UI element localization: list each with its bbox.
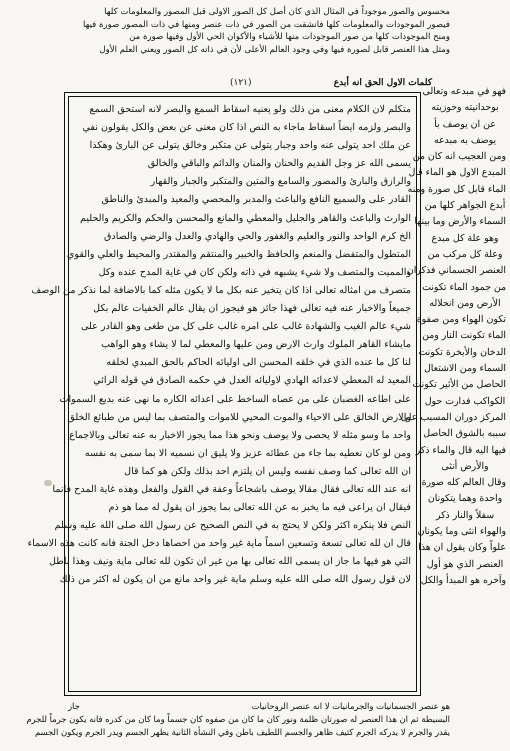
- side-note-line: فهو في مبدعه وتعالى: [422, 86, 506, 97]
- side-note-line: أبدع الجواهر كلها من: [424, 200, 506, 212]
- side-note-line: الماء تكونت النار ومن: [422, 330, 506, 342]
- top-note-line: ومنح الموجودات كلها من صور الموجودات منها للأشياء والأكوان الحي الأول وفيها صورة من: [129, 32, 450, 42]
- side-note-line: سفلاً والنار ذكر: [435, 509, 495, 521]
- side-note-line: وقال العالم كله صورة: [421, 477, 506, 489]
- side-note-line: فيها اليه قال والماء ذكر: [415, 444, 506, 456]
- side-note-line: وآخره هو المبدأ والكل: [420, 574, 506, 586]
- side-note-line: تكون الهواء ومن صفوة: [416, 314, 506, 326]
- main-text-frame: [27, 92, 421, 696]
- main-text-line: والارض الخالق على الاحياء والموت المحيي للاموات والمتصف بما ليس من طبائع الخلق: [67, 411, 411, 423]
- side-margin-note: [400, 84, 506, 644]
- main-text-line: والبصر ولزمه ايضاً اسقاط ماجاء به النص اذا كان معنى عن بعض والكل يقولون نفي: [82, 122, 411, 134]
- main-text-line: التي هو فيها ما جاز ان يسمى الله تعالى بها من غير ان تكون لله تعالى ماية ونيف وهذا باطل: [49, 556, 411, 568]
- side-note-line: ومن العجيب انه كان من: [412, 151, 506, 163]
- main-text-line: مايشاء القاهر الملوك وارث الارض ومن عليها والمعطي لما لا يشاء وهو الواهب: [101, 339, 411, 351]
- side-note-line: وهو علة كل مبدع: [431, 232, 499, 244]
- main-text-line: قال ان لله تعالى تسعة وتسعين اسماً ماية غير واحد من احصاها دخل الجنة فانه كانت هذه الاسماء: [27, 538, 411, 550]
- catchword: جاز: [68, 701, 80, 711]
- top-note-line: محسوس والصور موجوداً في المثال الذي كان أصل كل الصور الاولى قبل المصور والمعلومات كلها: [104, 7, 450, 17]
- main-text-line: المعيد له المعطي لاعدائه الهادي لاوليائه العدل في حكمه الصادق في قوله الرائي: [93, 375, 411, 387]
- main-text-line: واحد ما وسو مثله لا يحصى ولا يوصف ونحو هذا مما يجوز الاخبار به عنه تعالى وبالاجماع: [69, 429, 411, 441]
- side-note-line: الأرض ومن انحلاله: [429, 297, 501, 309]
- side-note-line: المركز دوران المسبب على: [400, 411, 506, 423]
- main-text-line: المتطول والمتفضل والمنعم والحافظ والخبير والمنتقم والمقتدر والمحيط والعلي والقوي: [66, 248, 411, 260]
- main-text-body: [27, 101, 411, 687]
- side-note-line: من جمود الماء تكونت: [422, 281, 506, 293]
- side-note-line: واحدة وهما يتكونان: [427, 493, 503, 505]
- side-note-line: سببه بالشوق الحاصل: [423, 428, 506, 440]
- main-text-line: ان الله تعالى كما وصف نفسه وليس ان يلتزم احد بذلك ولكن هو كما قال: [124, 465, 411, 477]
- side-note-line: الكواكب فدارت حول: [424, 395, 506, 407]
- bottom-note-line: البسيطة ثم ان هذا العنصر له صورتان ظلمة ونور كان ما كان من صفوه كان جسماً وما كان من كدره فانه يكون جرماً للجرم: [26, 714, 450, 724]
- side-note-line: والهواء انثى وما يكونان: [417, 526, 506, 538]
- main-text-line: الوارث والباعث والقاهر والجليل والمعطي والمانع والمحسن والحكم والكريم والحليم: [80, 212, 411, 224]
- page-header: [230, 76, 432, 90]
- main-text-line: فيقال ان يراعى فيه ما يخبر به عن الله تعالى بما يجوز ان يقول له مما هو ذم: [108, 502, 411, 514]
- side-note-line: السماء ومن الاشتعال: [424, 363, 506, 375]
- top-note-line: فيصور الموجودات والمعلومات كلها فانشقت من الصور في ذات عنصر ومنها في ذات المصور صورة فيها: [82, 19, 450, 30]
- main-text-line: والمميت والمتصف ولا شيء يشبهه في ذاته ولكن كان في غاية المدح عنده وكل: [98, 266, 411, 278]
- paper-stain: [44, 480, 52, 486]
- side-note-line: السماء والأرض وما بينها: [414, 216, 506, 228]
- main-text-line: شيء عالم الغيب والشهادة غالب على امره غالب على كل من طغى وهو القادر على: [81, 321, 411, 333]
- main-text-line: النص فلا ينكره اكثر ولكن لا يحتج به في النص الصحيح عن رسول الله صلى الله عليه وسلم: [54, 520, 411, 532]
- main-text-line: متصرف من امثاله تعالى اذا كان يتخير عنه بكل ما لا يكون مثله كما بالاضافة لما نذكر من الوصف: [31, 284, 411, 296]
- side-note-line: يوصف به مبدعه: [433, 134, 497, 146]
- main-text-line: القادر على والسميع النافع والباعث والمدبر والمحصي والمعيد والمبدئ والناطق: [101, 194, 411, 206]
- main-text-line: يسمى الله عز وجل القديم والحنان والمنان والدائم والباقي والخالق: [147, 158, 411, 170]
- side-note-line: المبدع الاول هو الماء قال: [408, 167, 506, 179]
- side-note-line: الماء قابل كل صورة ومنه: [407, 183, 506, 195]
- bottom-note-line: هو عنصر الجسمانيات والجرمانيات لا انه عنصر الروحانيات: [251, 701, 450, 711]
- main-text-line: ومن لو كان نعطيه بما جاء من عطائه عزيز ولا يليق ان نسميه الا بما سمى به نفسه: [84, 447, 411, 459]
- main-text-line: والرازق والبارئ والمصور والسامع والمتين والمتكبر والجبار والقهار: [150, 176, 411, 188]
- side-note-line: العنصر الذي هو أول: [426, 558, 504, 570]
- page-number: (١٢١): [230, 78, 252, 88]
- main-text-line: الخ كرم الواحد والنور والعليم والغفور والحي والهادي والعدل والرضي والصادق: [103, 230, 411, 242]
- main-text-line: عن ملك احد يتولى عنه واحد وجبار يتولى عن متكبر وخالق يتولى عن البارئ وهكذا: [89, 140, 411, 152]
- main-text-line: جميعاً والاخبار عنه فيه تعالى فهذا جائز هو فيجوز ان يقال عالم الخفيات عالم بكل: [93, 303, 411, 315]
- side-note-line: بوحدانيته وحوزيته: [431, 102, 499, 114]
- side-note-line: والأرض أنثى: [441, 460, 489, 472]
- side-note-line: الدخان والأبخرة تكونت: [418, 346, 506, 358]
- top-margin-note: [62, 6, 450, 56]
- main-text-line: لان قول رسول الله صلى الله عليه وسلم ماية غير واحد مانع من ان يكون له اكثر من ذلك: [59, 574, 411, 586]
- page-header-title: كلمات الاول الحق انه أبدع: [333, 78, 432, 88]
- bottom-margin-note: [26, 700, 450, 739]
- side-note-line: الحاصل من الأثير تكونت: [412, 379, 506, 391]
- main-text-line: لنا كل ما عنده الذي في خلقه المحسن الى اوليائه الحاكم بالحق المبدي لخلقه: [106, 357, 411, 369]
- main-text-line: انه عند الله تعالى فقال مقالا يوصف باشجاعاً وعفة في القول والفعل وهذه غاية المدح فانما: [52, 483, 411, 495]
- main-text-line: على اطاعه الغضبان على من عصاه الساخط على اعدائه الكاره ما نهى عنه بديع السموات: [59, 393, 411, 405]
- bottom-note-line: يقدر والجرم لا يدركه الجرم كثيف ظاهر والجسم اللطيف باطن وفي النشأة الثانية يظهر الجسم ويدر الجرم ويكون الجسم: [34, 727, 450, 737]
- side-note-line: وعلة كل مركب من: [427, 248, 503, 260]
- top-note-line: ومثل هذا العنصر قابل لصورة فيها وفي وجود العالم الأعلى لأن في ذاته كل الصور ويعني العلم الأول: [99, 44, 450, 55]
- side-note-line: العنصر الجسماني فذكران: [406, 265, 506, 277]
- side-note-line: علواً وكان يقول ان هذا: [418, 542, 506, 554]
- main-text-line: متكلم لان الكلام معنى من ذلك ولو يعنيه اسقاط السمع والبصر لانه استحق السمع: [89, 104, 411, 115]
- side-note-line: عن ان يوصف بأ: [434, 118, 496, 130]
